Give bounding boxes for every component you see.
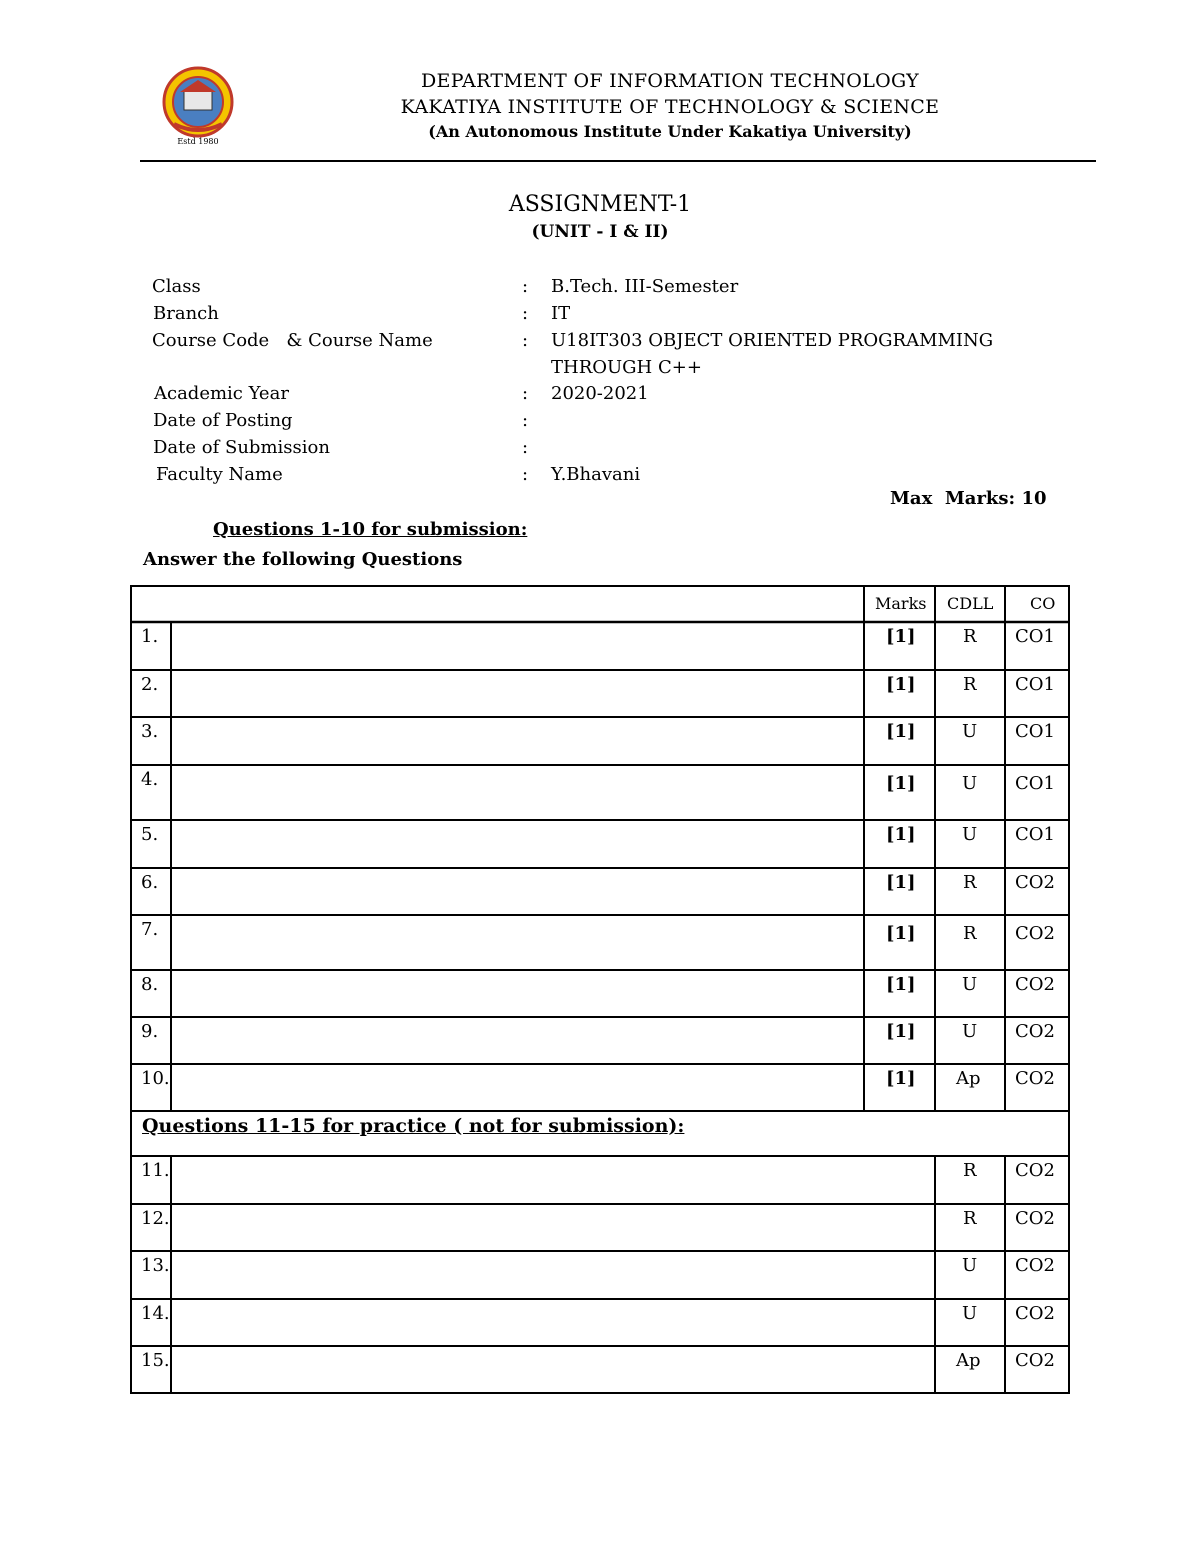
info-value-academic-year: 2020-2021 bbox=[551, 383, 649, 404]
info-label-academic-year: Academic Year bbox=[154, 383, 289, 404]
question-marks: [1] bbox=[886, 1068, 916, 1089]
assignment-title: ASSIGNMENT-1 bbox=[508, 192, 692, 217]
department-name: DEPARTMENT OF INFORMATION TECHNOLOGY bbox=[421, 70, 919, 92]
question-co: CO2 bbox=[1015, 1303, 1055, 1324]
practice-heading: Questions 11-15 for practice ( not for submission): bbox=[142, 1115, 685, 1137]
question-marks: [1] bbox=[886, 974, 916, 995]
question-cdll: Ap bbox=[956, 1350, 981, 1371]
info-label-course: Course Code & Course Name bbox=[152, 330, 433, 351]
info-label-branch: Branch bbox=[153, 303, 219, 324]
question-number: 5. bbox=[141, 824, 159, 845]
question-marks: [1] bbox=[886, 923, 916, 944]
info-label-date-submission: Date of Submission bbox=[153, 437, 330, 458]
question-marks: [1] bbox=[886, 721, 916, 742]
header-cdll: CDLL bbox=[947, 594, 994, 613]
info-colon: : bbox=[522, 410, 529, 431]
question-number: 12. bbox=[141, 1208, 170, 1229]
question-number: 2. bbox=[141, 674, 159, 695]
question-cdll: U bbox=[962, 773, 978, 794]
info-colon: : bbox=[522, 437, 529, 458]
question-number: 3. bbox=[141, 721, 159, 742]
question-co: CO1 bbox=[1015, 824, 1055, 845]
question-cdll: U bbox=[962, 1255, 978, 1276]
question-number: 1. bbox=[141, 626, 159, 647]
info-colon: : bbox=[522, 303, 529, 324]
info-label-faculty: Faculty Name bbox=[156, 464, 283, 485]
question-co: CO1 bbox=[1015, 674, 1055, 695]
question-cdll: Ap bbox=[956, 1068, 981, 1089]
question-cdll: U bbox=[962, 1021, 978, 1042]
question-co: CO1 bbox=[1015, 721, 1055, 742]
header-marks: Marks bbox=[875, 594, 927, 613]
institute-name: KAKATIYA INSTITUTE OF TECHNOLOGY & SCIENCE bbox=[400, 96, 940, 118]
info-label-date-posting: Date of Posting bbox=[153, 410, 293, 431]
question-co: CO2 bbox=[1015, 923, 1055, 944]
info-colon: : bbox=[522, 276, 529, 297]
logo-text: Estd 1980 bbox=[177, 137, 219, 146]
question-number: 8. bbox=[141, 974, 159, 995]
questions-heading: Questions 1-10 for submission: bbox=[213, 519, 528, 540]
question-co: CO2 bbox=[1015, 1160, 1055, 1181]
question-co: CO2 bbox=[1015, 1068, 1055, 1089]
question-co: CO2 bbox=[1015, 872, 1055, 893]
header-divider bbox=[140, 160, 1096, 162]
question-co: CO2 bbox=[1015, 1021, 1055, 1042]
header-co: CO bbox=[1030, 594, 1056, 613]
question-co: CO1 bbox=[1015, 773, 1055, 794]
info-value-class: B.Tech. III-Semester bbox=[551, 276, 739, 297]
question-cdll: R bbox=[963, 923, 977, 944]
question-co: CO1 bbox=[1015, 626, 1055, 647]
institute-logo bbox=[158, 66, 238, 146]
question-number: 4. bbox=[141, 769, 159, 790]
question-number: 10. bbox=[141, 1068, 170, 1089]
info-value-faculty: Y.Bhavani bbox=[551, 464, 641, 485]
question-cdll: R bbox=[963, 1160, 977, 1181]
info-colon: : bbox=[522, 464, 529, 485]
question-number: 11. bbox=[141, 1160, 170, 1181]
assignment-subtitle: (UNIT - I & II) bbox=[531, 222, 669, 242]
info-label-class: Class bbox=[152, 276, 201, 297]
question-co: CO2 bbox=[1015, 1350, 1055, 1371]
question-co: CO2 bbox=[1015, 1208, 1055, 1229]
question-marks: [1] bbox=[886, 1021, 916, 1042]
question-cdll: R bbox=[963, 1208, 977, 1229]
question-number: 13. bbox=[141, 1255, 170, 1276]
question-marks: [1] bbox=[886, 773, 916, 794]
question-co: CO2 bbox=[1015, 1255, 1055, 1276]
question-marks: [1] bbox=[886, 626, 916, 647]
question-cdll: R bbox=[963, 674, 977, 695]
question-cdll: U bbox=[962, 824, 978, 845]
info-value-branch: IT bbox=[551, 303, 571, 324]
question-cdll: U bbox=[962, 1303, 978, 1324]
info-value-course: U18IT303 OBJECT ORIENTED PROGRAMMING bbox=[551, 330, 994, 351]
question-cdll: R bbox=[963, 626, 977, 647]
question-marks: [1] bbox=[886, 872, 916, 893]
question-number: 7. bbox=[141, 919, 159, 940]
question-number: 14. bbox=[141, 1303, 170, 1324]
question-marks: [1] bbox=[886, 674, 916, 695]
question-number: 9. bbox=[141, 1021, 159, 1042]
question-number: 6. bbox=[141, 872, 159, 893]
max-marks: Max Marks: 10 bbox=[890, 488, 1047, 509]
question-cdll: R bbox=[963, 872, 977, 893]
answer-heading: Answer the following Questions bbox=[143, 549, 463, 570]
question-cdll: U bbox=[962, 974, 978, 995]
question-number: 15. bbox=[141, 1350, 170, 1371]
institute-affiliation: (An Autonomous Institute Under Kakatiya University) bbox=[428, 122, 912, 141]
question-marks: [1] bbox=[886, 824, 916, 845]
question-co: CO2 bbox=[1015, 974, 1055, 995]
info-colon: : bbox=[522, 383, 529, 404]
info-colon: : bbox=[522, 330, 529, 351]
info-value-course-line2: THROUGH C++ bbox=[551, 357, 702, 378]
question-cdll: U bbox=[962, 721, 978, 742]
